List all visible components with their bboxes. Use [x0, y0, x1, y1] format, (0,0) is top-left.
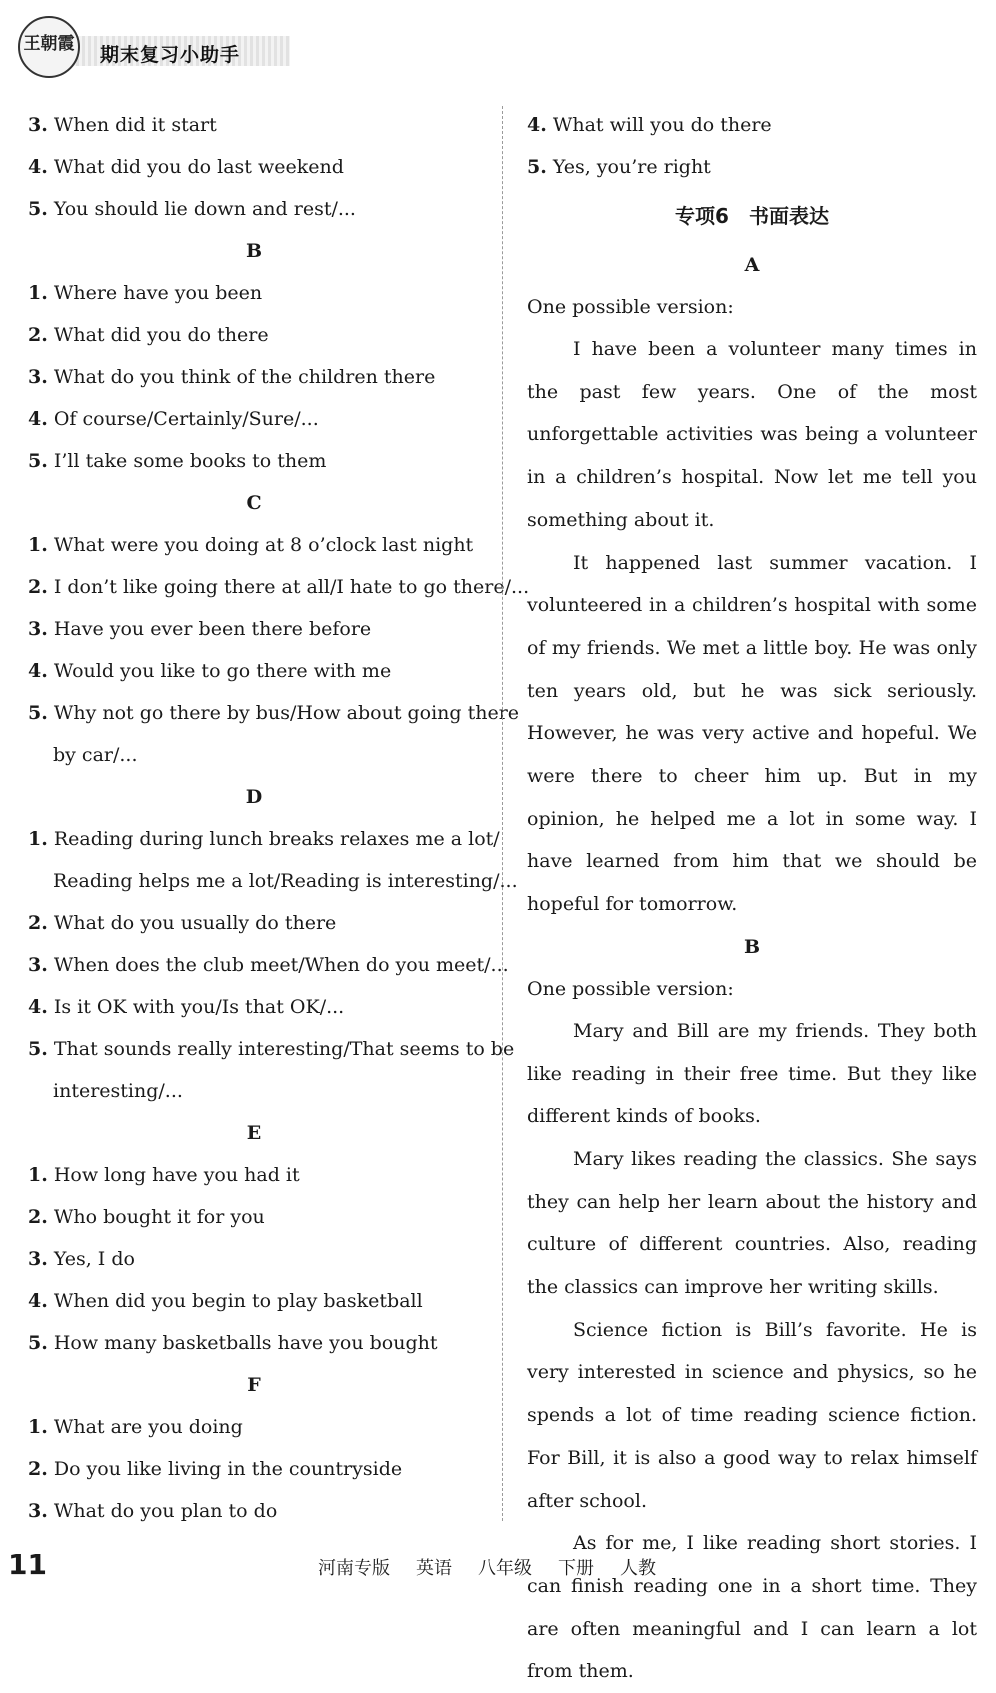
item-text: Where have you been — [53, 282, 263, 304]
item-text: Who bought it for you — [53, 1206, 265, 1228]
footer-item: 人教 — [620, 1558, 656, 1579]
answer-item — [527, 104, 977, 146]
answer-continuation: interesting/... — [53, 1080, 183, 1102]
item-text: You should lie down and rest/... — [53, 198, 356, 220]
answer-item — [28, 986, 480, 1028]
item-number: 2. — [28, 912, 48, 934]
item-number: 1. — [28, 534, 48, 556]
section-letter: E — [246, 1122, 262, 1144]
item-text: When did it start — [53, 114, 217, 136]
section-heading: 专项6 书面表达 — [675, 204, 829, 228]
section-letter: F — [247, 1374, 261, 1396]
answer-item — [28, 650, 480, 692]
item-number: 2. — [28, 1206, 48, 1228]
item-number: 1. — [28, 1164, 48, 1186]
section-letter: D — [245, 786, 263, 808]
answer-item — [28, 188, 480, 230]
item-text: Why not go there by bus/How about going there — [53, 702, 520, 724]
item-number: 1. — [28, 1416, 48, 1438]
item-number: 4. — [28, 996, 48, 1018]
item-text: I’ll take some books to them — [53, 450, 327, 472]
answer-item — [28, 608, 480, 650]
item-number: 5. — [28, 450, 48, 472]
item-number: 1. — [28, 282, 48, 304]
essay-paragraph: Mary likes reading the classics. She says they can help her learn about the history and culture of different countries. Also, reading the classics can improve her writing skills. — [527, 1147, 977, 1299]
item-number: 3. — [28, 114, 48, 136]
item-number: 5. — [527, 156, 547, 178]
item-text: Is it OK with you/Is that OK/... — [53, 996, 345, 1018]
page-number: 11 — [8, 1548, 47, 1581]
section-letter: A — [744, 254, 760, 276]
essay-paragraph: As for me, I like reading short stories. I can finish reading one in a short time. They are often meaningful and I can learn a lot from them. — [527, 1532, 977, 1683]
footer-meta — [318, 1554, 682, 1580]
essay-paragraph: It happened last summer vacation. I volunteered in a children’s hospital with some of my friends. We met a little boy. He was only ten years old, but he was sick seriously. However, he was very active and hopeful. We were there to cheer him up. But in my opinion, he helped me a lot in some way. I have learned from him that we should be hopeful for tomorrow. — [527, 551, 977, 916]
right-column — [527, 104, 977, 1693]
item-number: 3. — [28, 1248, 48, 1270]
item-text: Of course/Certainly/Sure/... — [53, 408, 319, 430]
answer-item — [28, 146, 480, 188]
item-text: What are you doing — [53, 1416, 243, 1438]
answer-item — [28, 524, 480, 566]
item-text: What will you do there — [552, 114, 772, 136]
item-number: 4. — [527, 114, 547, 136]
answer-item — [28, 398, 480, 440]
item-number: 4. — [28, 408, 48, 430]
item-text: When did you begin to play basketball — [53, 1290, 423, 1312]
item-text: What did you do there — [53, 324, 269, 346]
answer-item — [28, 1322, 480, 1364]
item-text: What did you do last weekend — [53, 156, 344, 178]
item-text: That sounds really interesting/That seems to be — [53, 1038, 515, 1060]
item-text: What do you usually do there — [53, 912, 337, 934]
answer-item — [28, 1406, 480, 1448]
item-number: 5. — [28, 702, 48, 724]
answer-item — [28, 566, 530, 608]
answer-item — [28, 314, 480, 356]
item-text: How many basketballs have you bought — [53, 1332, 438, 1354]
answer-continuation: by car/... — [53, 744, 138, 766]
section-letter: B — [245, 240, 263, 262]
header-title: 期末复习小助手 — [100, 44, 241, 66]
item-text: What do you think of the children there — [53, 366, 436, 388]
version-label: One possible version: — [527, 296, 734, 318]
version-label: One possible version: — [527, 977, 734, 1000]
item-text: I don’t like going there at all/I hate to go there/... — [53, 576, 530, 598]
section-letter: C — [246, 492, 262, 514]
answer-item — [28, 1238, 480, 1280]
item-number: 5. — [28, 198, 48, 220]
page-header — [12, 12, 312, 82]
footer-item: 下册 — [558, 1558, 594, 1579]
item-number: 3. — [28, 618, 48, 640]
item-number: 2. — [28, 576, 48, 598]
item-text: Reading during lunch breaks relaxes me a lot/ — [53, 828, 500, 850]
item-number: 3. — [28, 1500, 48, 1522]
answer-item — [28, 818, 500, 860]
answer-item — [28, 440, 480, 482]
item-number: 5. — [28, 1038, 48, 1060]
answer-item — [28, 1196, 480, 1238]
essay-paragraph: I have been a volunteer many times in the past few years. One of the most unforgettable activities was being a volunteer in a children’s hospital. Now let me tell you something about it. — [527, 338, 977, 531]
answer-item — [28, 272, 480, 314]
answer-item — [28, 104, 480, 146]
page-footer — [0, 1540, 996, 1600]
item-text: How long have you had it — [53, 1164, 300, 1186]
item-text: Would you like to go there with me — [53, 660, 392, 682]
item-number: 4. — [28, 1290, 48, 1312]
answer-item — [28, 1154, 480, 1196]
footer-item: 八年级 — [478, 1558, 532, 1579]
essay-paragraph: Science fiction is Bill’s favorite. He is very interested in science and physics, so he spends a lot of time reading science fiction. For Bill, it is also a good way to relax himself after school. — [527, 1318, 977, 1512]
footer-item: 河南专版 — [318, 1558, 390, 1579]
item-text: Yes, I do — [53, 1248, 135, 1270]
item-number: 3. — [28, 366, 48, 388]
essay-paragraph: Mary and Bill are my friends. They both like reading in their free time. But they like different kinds of books. — [527, 1019, 977, 1128]
publisher-logo — [18, 16, 80, 78]
left-column — [28, 104, 530, 1532]
answer-item — [28, 1028, 515, 1070]
logo-text: 王朝霞 — [23, 34, 75, 54]
item-text: When does the club meet/When do you meet/... — [53, 954, 509, 976]
item-number: 2. — [28, 324, 48, 346]
item-number: 3. — [28, 954, 48, 976]
item-number: 4. — [28, 660, 48, 682]
answer-item — [28, 356, 480, 398]
item-text: Do you like living in the countryside — [53, 1458, 403, 1480]
answer-continuation: Reading helps me a lot/Reading is interesting/... — [53, 870, 518, 892]
answer-item — [28, 692, 520, 734]
item-text: Yes, you’re right — [552, 156, 711, 178]
item-text: What do you plan to do — [53, 1500, 278, 1522]
answer-item — [28, 1280, 480, 1322]
item-number: 5. — [28, 1332, 48, 1354]
item-number: 1. — [28, 828, 48, 850]
answer-item — [28, 902, 480, 944]
item-number: 2. — [28, 1458, 48, 1480]
section-letter: B — [743, 935, 761, 958]
item-number: 4. — [28, 156, 48, 178]
footer-item: 英语 — [416, 1558, 452, 1579]
answer-item — [527, 146, 977, 188]
item-text: What were you doing at 8 o’clock last night — [53, 534, 474, 556]
answer-item — [28, 1490, 480, 1532]
column-divider — [502, 106, 503, 1521]
answer-item — [28, 1448, 480, 1490]
item-text: Have you ever been there before — [53, 618, 372, 640]
answer-item — [28, 944, 509, 986]
